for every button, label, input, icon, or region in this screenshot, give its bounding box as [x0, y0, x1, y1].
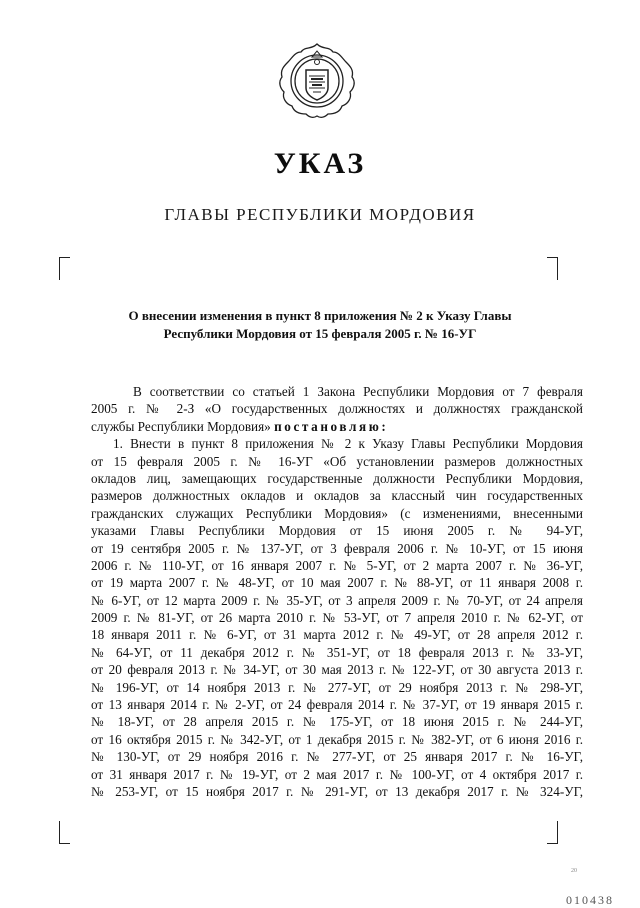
body-line: от 16 октября 2015 г. № 342-УГ, от 1 декабря 2015 г. № 382-УГ, от 6 июня 2016 г.	[91, 731, 583, 747]
document-title: УКАЗ	[273, 147, 367, 180]
body-line: № 196-УГ, от 14 ноября 2013 г. № 277-УГ, от 29 ноября 2013 г. № 298-УГ,	[91, 679, 583, 695]
document-subtitle: ГЛАВЫ РЕСПУБЛИКИ МОРДОВИЯ	[164, 205, 476, 224]
body-line	[91, 418, 583, 435]
body-line: гражданских служащих Республики Мордовия» (с изменениями, внесенными	[91, 505, 583, 521]
body-line: от 31 января 2017 г. № 19-УГ, от 2 мая 2017 г. № 100-УГ, от 4 октября 2017 г.	[91, 766, 583, 782]
corner-mark-top-left	[59, 257, 70, 280]
body-line: № 64-УГ, от 11 декабря 2012 г. № 351-УГ, от 18 февраля 2013 г. № 33-УГ,	[91, 644, 583, 660]
body-line: В соответствии со статьей 1 Закона Республики Мордовия от 7 февраля	[133, 384, 583, 399]
tiny-mark: 20	[571, 868, 577, 874]
decree-heading-line-1: О внесении изменения в пункт 8 приложения № 2 к Указу Главы	[128, 308, 512, 323]
corner-mark-top-right	[547, 257, 558, 280]
body-line: 2005 г. № 2-З «О государственных должностях и должностях гражданской	[91, 401, 583, 417]
coat-of-arms-mordovia-icon	[276, 40, 358, 120]
body-line: от 20 февраля 2013 г. № 34-УГ, от 30 мая 2013 г. № 122-УГ, от 30 августа 2013 г.	[91, 662, 583, 678]
coat-of-arms-emblem	[276, 40, 358, 120]
body-line: размеров должностных окладов и окладов за классный чин государственных	[91, 488, 583, 504]
corner-mark-bottom-left	[59, 821, 70, 844]
body-line: от 15 февраля 2005 г. № 16-УГ «Об установлении размеров должностных	[91, 453, 583, 469]
body-line: 2009 г. № 81-УГ, от 26 марта 2010 г. № 53-УГ, от 7 апреля 2010 г. № 62-УГ, от	[91, 610, 583, 626]
body-line: 2006 г. № 110-УГ, от 16 января 2007 г. № 5-УГ, от 2 марта 2007 г. № 36-УГ,	[91, 557, 583, 573]
resolution-word: постановляю:	[274, 418, 389, 434]
body-line: окладов лиц, замещающих государственные должности Республики Мордовия,	[91, 470, 583, 486]
body-line: № 130-УГ, от 29 ноября 2016 г. № 277-УГ, от 25 января 2017 г. № 16-УГ,	[91, 749, 583, 765]
body-line: № 253-УГ, от 15 ноября 2017 г. № 291-УГ, от 13 декабря 2017 г. № 324-УГ,	[91, 783, 583, 799]
corner-mark-bottom-right	[547, 821, 558, 844]
body-line: от 13 января 2014 г. № 2-УГ, от 24 февраля 2014 г. № 37-УГ, от 19 января 2015 г.	[91, 697, 583, 713]
body-line-text: службы Республики Мордовия»	[91, 418, 271, 434]
body-line: 18 января 2011 г. № 6-УГ, от 31 марта 2012 г. № 49-УГ, от 28 апреля 2012 г.	[91, 627, 583, 643]
body-line: № 18-УГ, от 28 апреля 2015 г. № 175-УГ, от 18 июня 2015 г. № 244-УГ,	[91, 714, 583, 730]
body-line: от 19 сентября 2005 г. № 137-УГ, от 3 февраля 2006 г. № 10-УГ, от 15 июня	[91, 540, 583, 556]
body-line: указами Главы Республики Мордовия от 15 июня 2005 г. № 94-УГ,	[91, 523, 583, 539]
document-serial-number: 010438	[566, 893, 614, 907]
decree-heading-line-2: Республики Мордовия от 15 февраля 2005 г. № 16-УГ	[163, 326, 477, 341]
decree-body	[91, 383, 583, 800]
body-line: от 19 марта 2007 г. № 48-УГ, от 10 мая 2007 г. № 88-УГ, от 11 января 2008 г.	[91, 575, 583, 591]
body-line: № 6-УГ, от 12 марта 2009 г. № 35-УГ, от 3 апреля 2009 г. № 70-УГ, от 24 апреля	[91, 592, 583, 608]
body-line: 1. Внести в пункт 8 приложения № 2 к Указу Главы Республики Мордовия	[113, 436, 583, 452]
